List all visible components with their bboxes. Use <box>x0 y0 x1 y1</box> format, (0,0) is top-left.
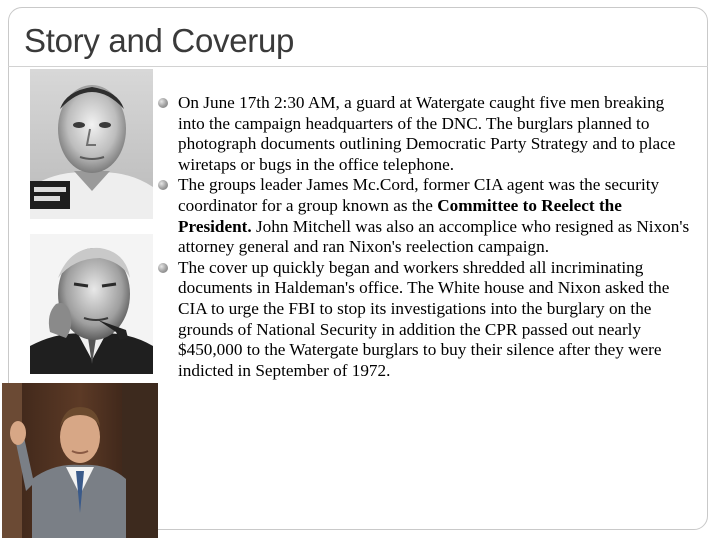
title-divider <box>8 66 708 67</box>
oath-photo <box>2 383 158 538</box>
mugshot-photo <box>30 69 153 219</box>
bullet-icon <box>158 263 168 273</box>
bullet-item <box>178 93 690 175</box>
bullet-icon <box>158 98 168 108</box>
bullet-text-continued: John Mitchell was also an accomplice who resigned as Nixon's attorney general and ran Nixon's reelection campaign. <box>178 216 690 257</box>
bullet-item <box>178 258 690 382</box>
bullet-text: The groups leader James Mc.Cord, former CIA agent was the security coordinator for a group known as the <box>178 175 660 215</box>
committee-name: Committee to Reelect the President. <box>178 195 622 236</box>
bullet-text: The cover up quickly began and workers shredded all incriminating documents in Haldeman's office. The White house and Nixon asked the CIA to urge the FBI to stop its investigations into the burglary on the grounds of National Security in addition the CPR passed out nearly $450,000 to the Watergate burglars to buy their silence after they were indicted in September of 1972. <box>178 257 670 380</box>
bullet-item <box>178 175 690 257</box>
portrait-photo <box>30 234 153 374</box>
bullet-text: On June 17th 2:30 AM, a guard at Watergate caught five men breaking into the campaign headquarters of the DNC. The burglars planned to photograph documents outlining Democratic Party Strategy and to place wiretaps or bugs in the office telephone. <box>178 93 676 174</box>
bullet-list <box>178 93 690 381</box>
slide-title: Story and Coverup <box>24 22 295 59</box>
